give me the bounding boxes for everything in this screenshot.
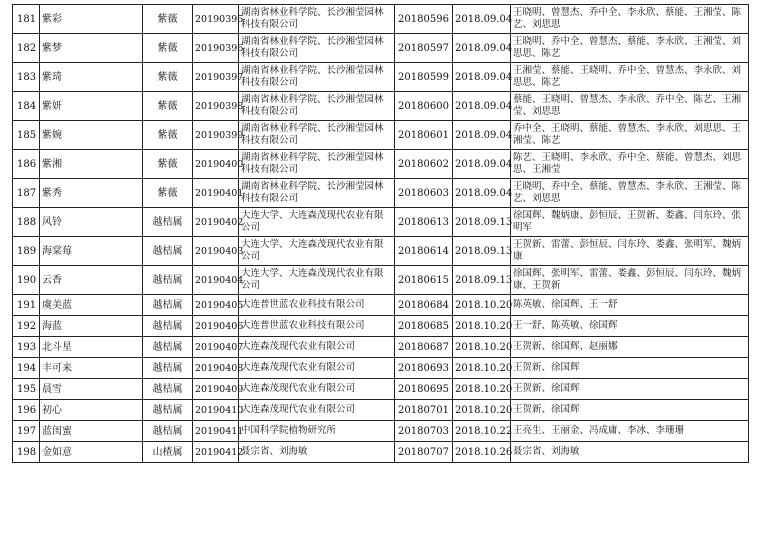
row-index: 190: [13, 266, 40, 295]
owner: 大连普世蓝农业科技有限公司: [239, 316, 395, 337]
registration-number: 20190400: [193, 150, 239, 179]
variety-name: 紫梦: [40, 34, 143, 63]
owner: 大连大学、大连森茂现代农业有限公司: [239, 208, 395, 237]
certificate-number: 20180597: [395, 34, 453, 63]
certificate-number: 20180707: [395, 442, 453, 463]
certificate-number: 20180599: [395, 63, 453, 92]
genus: 越桔属: [143, 237, 193, 266]
table-row: [13, 237, 749, 266]
registration-number: 20190395: [193, 5, 239, 34]
grant-date: 2018.10.20: [453, 337, 511, 358]
owner: 大连森茂现代农业有限公司: [239, 400, 395, 421]
table-row: [13, 442, 749, 463]
registration-number: 20190410: [193, 400, 239, 421]
registration-number: 20190396: [193, 34, 239, 63]
grant-date: 2018.09.04: [453, 179, 511, 208]
grant-date: 2018.09.13: [453, 208, 511, 237]
owner: 大连大学、大连森茂现代农业有限公司: [239, 237, 395, 266]
certificate-number: 20180687: [395, 337, 453, 358]
variety-name: 海棠莓: [40, 237, 143, 266]
certificate-number: 20180685: [395, 316, 453, 337]
owner: 聂宗省、刘海敏: [239, 442, 395, 463]
breeders: 王贺新、徐国辉: [511, 379, 749, 400]
table-row: [13, 208, 749, 237]
row-index: 193: [13, 337, 40, 358]
grant-date: 2018.09.04: [453, 63, 511, 92]
certificate-number: 20180695: [395, 379, 453, 400]
variety-name: 晨雪: [40, 379, 143, 400]
genus: 越桔属: [143, 208, 193, 237]
variety-name: 北斗星: [40, 337, 143, 358]
row-index: 185: [13, 121, 40, 150]
row-index: 192: [13, 316, 40, 337]
row-index: 183: [13, 63, 40, 92]
registration-number: 20190406: [193, 316, 239, 337]
table-row: [13, 121, 749, 150]
breeders: 王贺新、徐国辉、赵丽娜: [511, 337, 749, 358]
grant-date: 2018.10.20: [453, 316, 511, 337]
genus: 紫薇: [143, 150, 193, 179]
row-index: 181: [13, 5, 40, 34]
breeders: 王贺新、雷蕾、彭恒辰、闫东玲、娄鑫、张明军、魏炳康: [511, 237, 749, 266]
genus: 山楂属: [143, 442, 193, 463]
table-row: [13, 379, 749, 400]
genus: 紫薇: [143, 121, 193, 150]
row-index: 198: [13, 442, 40, 463]
breeders: 陈英敏、徐国辉、王一舒: [511, 295, 749, 316]
owner: 大连森茂现代农业有限公司: [239, 358, 395, 379]
breeders: 王一舒、陈英敏、徐国辉: [511, 316, 749, 337]
certificate-number: 20180614: [395, 237, 453, 266]
owner: 湖南省林业科学院、长沙湘莹园林科技有限公司: [239, 92, 395, 121]
row-index: 186: [13, 150, 40, 179]
registration-number: 20190411: [193, 421, 239, 442]
certificate-number: 20180613: [395, 208, 453, 237]
table-row: [13, 295, 749, 316]
genus: 紫薇: [143, 92, 193, 121]
registration-number: 20190401: [193, 179, 239, 208]
registration-number: 20190409: [193, 379, 239, 400]
breeders: 聂宗省、刘海敏: [511, 442, 749, 463]
registration-number: 20190402: [193, 208, 239, 237]
row-index: 184: [13, 92, 40, 121]
variety-name: 紫琦: [40, 63, 143, 92]
registration-number: 20190407: [193, 337, 239, 358]
owner: 大连森茂现代农业有限公司: [239, 379, 395, 400]
row-index: 195: [13, 379, 40, 400]
certificate-number: 20180701: [395, 400, 453, 421]
grant-date: 2018.10.20: [453, 358, 511, 379]
table-row: [13, 421, 749, 442]
registration-number: 20190403: [193, 237, 239, 266]
row-index: 188: [13, 208, 40, 237]
grant-date: 2018.09.04: [453, 5, 511, 34]
row-index: 189: [13, 237, 40, 266]
owner: 大连森茂现代农业有限公司: [239, 337, 395, 358]
genus: 越桔属: [143, 400, 193, 421]
owner: 大连大学、大连森茂现代农业有限公司: [239, 266, 395, 295]
genus: 越桔属: [143, 295, 193, 316]
genus: 越桔属: [143, 316, 193, 337]
variety-name: 海蓝: [40, 316, 143, 337]
variety-name: 金如意: [40, 442, 143, 463]
owner: 中国科学院植物研究所: [239, 421, 395, 442]
certificate-number: 20180602: [395, 150, 453, 179]
owner: 湖南省林业科学院、长沙湘莹园林科技有限公司: [239, 150, 395, 179]
variety-name: 虞美蓝: [40, 295, 143, 316]
variety-name: 紫秀: [40, 179, 143, 208]
registration-number: 20190397: [193, 63, 239, 92]
table-row: [13, 358, 749, 379]
grant-date: 2018.09.04: [453, 121, 511, 150]
row-index: 191: [13, 295, 40, 316]
certificate-number: 20180684: [395, 295, 453, 316]
row-index: 197: [13, 421, 40, 442]
variety-name: 紫婉: [40, 121, 143, 150]
registration-number: 20190398: [193, 92, 239, 121]
variety-name: 紫妍: [40, 92, 143, 121]
table-row: [13, 266, 749, 295]
breeders: 王亮生、王丽金、冯成庸、李冰、李珊珊: [511, 421, 749, 442]
grant-date: 2018.10.20: [453, 400, 511, 421]
registration-number: 20190399: [193, 121, 239, 150]
variety-name: 蓝闺蜜: [40, 421, 143, 442]
breeders: 徐国辉、张明军、雷蕾、娄鑫、彭恒辰、闫东玲、魏炳康、王贺新: [511, 266, 749, 295]
genus: 紫薇: [143, 179, 193, 208]
certificate-number: 20180693: [395, 358, 453, 379]
owner: 大连普世蓝农业科技有限公司: [239, 295, 395, 316]
variety-name: 紫湘: [40, 150, 143, 179]
genus: 越桔属: [143, 266, 193, 295]
grant-date: 2018.09.04: [453, 92, 511, 121]
certificate-number: 20180600: [395, 92, 453, 121]
certificate-number: 20180596: [395, 5, 453, 34]
owner: 湖南省林业科学院、长沙湘莹园林科技有限公司: [239, 121, 395, 150]
grant-date: 2018.09.13: [453, 237, 511, 266]
owner: 湖南省林业科学院、长沙湘莹园林科技有限公司: [239, 5, 395, 34]
registration-number: 20190408: [193, 358, 239, 379]
certificate-number: 20180703: [395, 421, 453, 442]
row-index: 187: [13, 179, 40, 208]
owner: 湖南省林业科学院、长沙湘莹园林科技有限公司: [239, 34, 395, 63]
breeders: 乔中全、王晓明、蔡能、曾慧杰、李永欣、刘思思、王湘莹、陈艺: [511, 121, 749, 150]
grant-date: 2018.09.13: [453, 266, 511, 295]
variety-table: [12, 4, 749, 463]
breeders: 徐国辉、魏炳康、彭恒辰、王贺新、娄鑫、闫东玲、张明军: [511, 208, 749, 237]
variety-name: 初心: [40, 400, 143, 421]
genus: 越桔属: [143, 358, 193, 379]
table-row: [13, 179, 749, 208]
table-row: [13, 34, 749, 63]
genus: 越桔属: [143, 379, 193, 400]
table-body: [13, 5, 749, 463]
breeders: 王晓明、曾慧杰、乔中全、李永欣、蔡能、王湘莹、陈艺、刘思思: [511, 5, 749, 34]
owner: 湖南省林业科学院、长沙湘莹园林科技有限公司: [239, 179, 395, 208]
grant-date: 2018.10.20: [453, 295, 511, 316]
variety-name: 丰可来: [40, 358, 143, 379]
table-row: [13, 5, 749, 34]
genus: 越桔属: [143, 337, 193, 358]
table-row: [13, 316, 749, 337]
genus: 紫薇: [143, 5, 193, 34]
breeders: 陈艺、王晓明、李永欣、乔中全、蔡能、曾慧杰、刘思思、王湘莹: [511, 150, 749, 179]
genus: 越桔属: [143, 421, 193, 442]
row-index: 194: [13, 358, 40, 379]
row-index: 182: [13, 34, 40, 63]
registration-number: 20190405: [193, 295, 239, 316]
certificate-number: 20180601: [395, 121, 453, 150]
breeders: 王晓明、乔中全、曾慧杰、蔡能、李永欣、王湘莹、刘思思、陈艺: [511, 34, 749, 63]
grant-date: 2018.10.20: [453, 379, 511, 400]
row-index: 196: [13, 400, 40, 421]
breeders: 王贺新、徐国辉: [511, 400, 749, 421]
breeders: 王贺新、徐国辉: [511, 358, 749, 379]
variety-name: 风铃: [40, 208, 143, 237]
table-row: [13, 92, 749, 121]
breeders: 王湘莹、蔡能、王晓明、乔中全、曾慧杰、李永欣、刘思思、陈艺: [511, 63, 749, 92]
breeders: 王晓明、乔中全、蔡能、曾慧杰、李永欣、王湘莹、陈艺、刘思思: [511, 179, 749, 208]
registration-number: 20190412: [193, 442, 239, 463]
certificate-number: 20180603: [395, 179, 453, 208]
table-row: [13, 400, 749, 421]
grant-date: 2018.10.26: [453, 442, 511, 463]
variety-name: 云香: [40, 266, 143, 295]
table-row: [13, 150, 749, 179]
genus: 紫薇: [143, 63, 193, 92]
certificate-number: 20180615: [395, 266, 453, 295]
table-row: [13, 63, 749, 92]
variety-name: 紫彩: [40, 5, 143, 34]
grant-date: 2018.09.04: [453, 150, 511, 179]
grant-date: 2018.09.04: [453, 34, 511, 63]
registration-number: 20190404: [193, 266, 239, 295]
table-row: [13, 337, 749, 358]
breeders: 蔡能、王晓明、曾慧杰、李永欣、乔中全、陈艺、王湘莹、刘思思: [511, 92, 749, 121]
owner: 湖南省林业科学院、长沙湘莹园林科技有限公司: [239, 63, 395, 92]
genus: 紫薇: [143, 34, 193, 63]
document-page: [12, 4, 748, 463]
grant-date: 2018.10.22: [453, 421, 511, 442]
